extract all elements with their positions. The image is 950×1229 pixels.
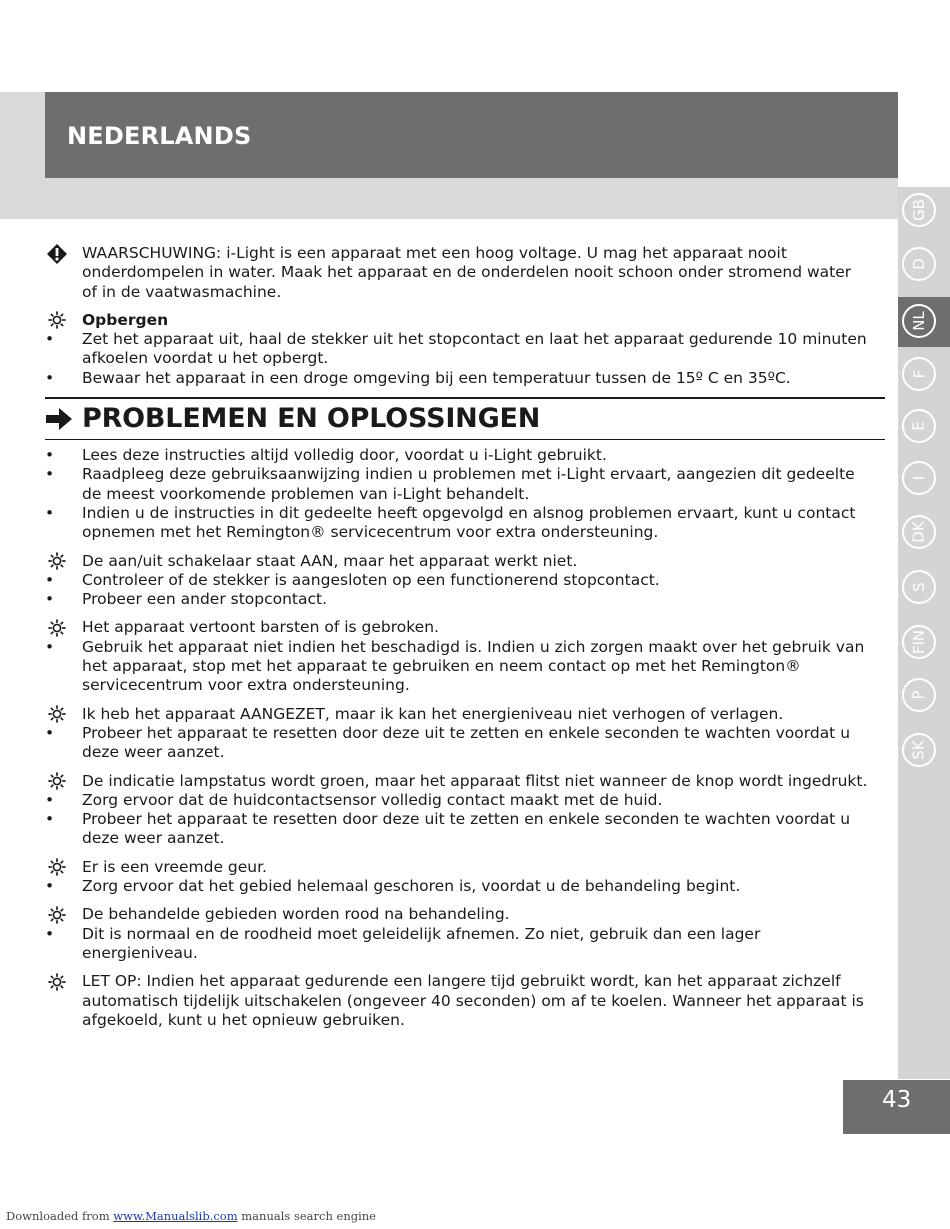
sun-burst-icon xyxy=(45,905,69,924)
intro-bullet-line xyxy=(45,465,885,484)
problem-line xyxy=(45,1011,885,1030)
language-tab-label: FIN xyxy=(910,629,928,655)
spacer xyxy=(45,302,885,311)
solution-line-text: deze weer aanzet. xyxy=(82,829,225,848)
problem-line xyxy=(45,992,885,1011)
solution-line xyxy=(45,944,885,963)
problem-line-text: Ik heb het apparaat AANGEZET, maar ik kan het energieniveau niet verhogen of verlagen. xyxy=(82,704,784,723)
footer-link[interactable]: www.Manualslib.com xyxy=(113,1209,238,1223)
language-tab-nl[interactable] xyxy=(902,304,936,338)
footer-suffix: manuals search engine xyxy=(237,1209,376,1223)
intro-bullet-line-text: Indien u de instructies in dit gedeelte heeft opgevolgd en alsnog problemen ervaart, kunt u contact xyxy=(82,503,856,522)
solution-line xyxy=(45,791,885,810)
language-tab-i[interactable] xyxy=(902,461,936,495)
intro-bullet-line xyxy=(45,504,885,523)
download-footer xyxy=(6,1209,376,1223)
problem-line xyxy=(45,552,885,571)
solution-line-text: het apparaat, stop met het apparaat te gebruiken en neem contact op met het Remington® xyxy=(82,657,801,676)
storage-bullet-line-text: afkoelen voordat u het opbergt. xyxy=(82,349,329,368)
bullet-icon: • xyxy=(45,570,55,589)
bullet-icon: • xyxy=(45,723,55,742)
bullet-icon: • xyxy=(45,810,55,829)
section-heading xyxy=(45,399,885,439)
solution-line-text: Probeer een ander stopcontact. xyxy=(82,590,328,609)
solution-line-text: Zorg ervoor dat het gebied helemaal geschoren is, voordat u de behandeling begint. xyxy=(82,877,741,896)
sun-burst-icon xyxy=(45,972,69,991)
language-tab-label: D xyxy=(910,258,928,270)
intro-bullet-line-text: Lees deze instructies altijd volledig door, voordat u i-Light gebruikt. xyxy=(82,446,607,465)
sun-burst-icon xyxy=(45,772,69,791)
bullet-icon: • xyxy=(45,590,55,609)
problem-line-text: De behandelde gebieden worden rood na behandeling. xyxy=(82,905,510,924)
storage-title-text: Opbergen xyxy=(82,310,169,329)
solution-line xyxy=(45,925,885,944)
section-heading-text: PROBLEMEN EN OPLOSSINGEN xyxy=(82,403,541,435)
page-number: 43 xyxy=(882,1087,912,1113)
solution-line-text: Probeer het apparaat te resetten door deze uit te zetten en enkele seconden te wachten voordat u xyxy=(82,723,851,742)
language-tab-s[interactable] xyxy=(902,570,936,604)
bullet-icon: • xyxy=(45,790,55,809)
language-tab-dk[interactable] xyxy=(902,515,936,549)
problem-line xyxy=(45,772,885,791)
storage-title xyxy=(45,311,885,330)
bullet-icon: • xyxy=(45,503,55,522)
intro-bullet-line xyxy=(45,446,885,465)
solution-line xyxy=(45,590,885,609)
solution-line xyxy=(45,657,885,676)
bullet-icon: • xyxy=(45,924,55,943)
language-tab-label: DK xyxy=(909,521,928,543)
problem-line xyxy=(45,618,885,637)
bullet-icon: • xyxy=(45,465,55,484)
solution-line-text: servicecentrum voor extra ondersteuning. xyxy=(82,676,410,695)
problem-line-text: Het apparaat vertoont barsten of is gebroken. xyxy=(82,618,439,637)
solution-line xyxy=(45,829,885,848)
spacer xyxy=(45,609,885,618)
warning-diamond-icon xyxy=(45,244,69,263)
language-tab-label: I xyxy=(910,475,928,481)
solution-line xyxy=(45,724,885,743)
spacer xyxy=(45,849,885,858)
solution-line-text: energieniveau. xyxy=(82,943,198,962)
problem-line xyxy=(45,705,885,724)
warning-line-text: of in de vaatwasmachine. xyxy=(82,282,282,301)
warning-line xyxy=(45,244,885,263)
language-tab-label: GB xyxy=(909,199,928,221)
language-tab-label: S xyxy=(910,582,928,592)
problem-line xyxy=(45,858,885,877)
warning-line xyxy=(45,283,885,302)
problem-line-text: De aan/uit schakelaar staat AAN, maar het apparaat werkt niet. xyxy=(82,551,578,570)
page-title: NEDERLANDS xyxy=(67,122,252,150)
intro-bullet-line-text: de meest voorkomende problemen van i-Light behandelt. xyxy=(82,484,530,503)
problem-line-text: LET OP: Indien het apparaat gedurende een langere tijd gebruikt wordt, kan het apparaat zichzelf xyxy=(82,972,841,991)
storage-bullet-line xyxy=(45,330,885,349)
solution-line-text: Probeer het apparaat te resetten door deze uit te zetten en enkele seconden te wachten voordat u xyxy=(82,810,851,829)
intro-bullet-line xyxy=(45,485,885,504)
spacer xyxy=(45,896,885,905)
page-content xyxy=(45,244,885,1030)
solution-line-text: deze weer aanzet. xyxy=(82,743,225,762)
language-tab-label: P xyxy=(909,690,928,700)
problem-line-text: automatisch tijdelijk uitschakelen (ongeveer 40 seconden) om af te koelen. Wanneer het apparaat is xyxy=(82,991,864,1010)
bullet-icon: • xyxy=(45,368,55,387)
problem-line-text: Er is een vreemde geur. xyxy=(82,857,267,876)
language-tab-gb[interactable] xyxy=(902,193,936,227)
language-tab-f[interactable] xyxy=(902,357,936,391)
sun-burst-icon xyxy=(45,858,69,877)
bullet-icon: • xyxy=(45,330,55,349)
problem-line xyxy=(45,905,885,924)
warning-line-text: onderdompelen in water. Maak het apparaat en de onderdelen nooit schoon onder stromend water xyxy=(82,263,852,282)
warning-line-text: WAARSCHUWING: i-Light is een apparaat met een hoog voltage. U mag het apparaat nooit xyxy=(82,244,787,262)
problem-line-text: De indicatie lampstatus wordt groen, maar het apparaat flitst niet wanneer de knop wordt ingedrukt. xyxy=(82,771,868,790)
language-tab-d[interactable] xyxy=(902,247,936,281)
intro-bullet-line xyxy=(45,523,885,542)
solution-line-text: Dit is normaal en de roodheid moet geleidelijk afnemen. Zo niet, gebruik dan een lager xyxy=(82,924,761,943)
sun-burst-icon xyxy=(45,618,69,637)
storage-bullet-line xyxy=(45,369,885,388)
spacer xyxy=(45,696,885,705)
bullet-icon: • xyxy=(45,446,55,465)
solution-line xyxy=(45,877,885,896)
intro-bullet-line-text: Raadpleeg deze gebruiksaanwijzing indien u problemen met i-Light ervaart, aangezien dit gedeelte xyxy=(82,465,855,484)
language-tab-label: NL xyxy=(909,311,928,331)
language-tab-label: E xyxy=(909,421,928,431)
footer-prefix: Downloaded from xyxy=(6,1209,114,1223)
intro-bullet-line-text: opnemen met het Remington® servicecentrum voor extra ondersteuning. xyxy=(82,523,659,542)
storage-bullet-line-text: Bewaar het apparaat in een droge omgeving bij een temperatuur tussen de 15º C en 35ºC. xyxy=(82,368,791,387)
language-tab-fin[interactable] xyxy=(902,625,936,659)
language-tab-e[interactable] xyxy=(902,409,936,443)
solution-line xyxy=(45,571,885,590)
bullet-icon: • xyxy=(45,637,55,656)
solution-line xyxy=(45,638,885,657)
sun-burst-icon xyxy=(45,705,69,724)
problem-line-text: afgekoeld, kunt u het opnieuw gebruiken. xyxy=(82,1010,405,1029)
problem-line xyxy=(45,972,885,991)
sun-burst-icon xyxy=(45,311,69,330)
language-tab-label: F xyxy=(909,369,928,379)
spacer xyxy=(45,543,885,552)
language-tab-sk[interactable] xyxy=(902,733,936,767)
solution-line xyxy=(45,810,885,829)
solution-line-text: Gebruik het apparaat niet indien het beschadigd is. Indien u zich zorgen maakt over het gebruik van xyxy=(82,637,865,656)
spacer xyxy=(45,963,885,972)
storage-bullet-line xyxy=(45,349,885,368)
language-tab-label: SK xyxy=(909,740,928,760)
language-tab-p[interactable] xyxy=(902,678,936,712)
solution-line xyxy=(45,676,885,695)
solution-line-text: Zorg ervoor dat de huidcontactsensor volledig contact maakt met de huid. xyxy=(82,790,663,809)
solution-line-text: Controleer of de stekker is aangesloten op een functionerend stopcontact. xyxy=(82,570,660,589)
storage-bullet-line-text: Zet het apparaat uit, haal de stekker uit het stopcontact en laat het apparaat gedurende 10 minuten xyxy=(82,330,867,349)
solution-line xyxy=(45,743,885,762)
right-arrow-icon xyxy=(45,407,73,431)
spacer xyxy=(45,763,885,772)
sun-burst-icon xyxy=(45,552,69,571)
spacer xyxy=(45,388,885,397)
bullet-icon: • xyxy=(45,877,55,896)
warning-line xyxy=(45,263,885,282)
